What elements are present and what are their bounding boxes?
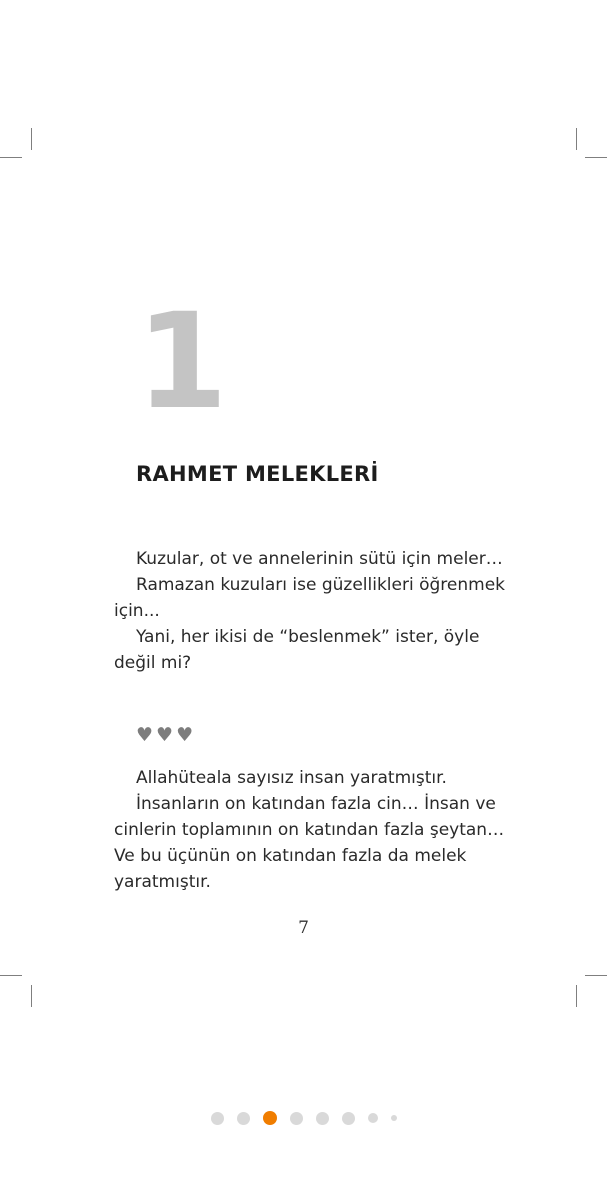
paragraph: İnsanların on katından fazla cin… İnsan ve cinlerin toplamının on katından fazla şeytan… Ve bu üçünün on katından fazla da melek yaratmıştır. [114, 794, 505, 892]
crop-mark-bottom-right-horizontal [585, 975, 607, 976]
page-dot[interactable] [391, 1115, 397, 1121]
page-dot[interactable] [342, 1112, 355, 1125]
page-dot[interactable] [368, 1113, 378, 1123]
page-dot[interactable] [290, 1112, 303, 1125]
page-dot[interactable] [316, 1112, 329, 1125]
crop-mark-bottom-right-vertical [576, 985, 577, 1007]
paragraph: Allahüteala sayısız insan yaratmıştır. [136, 768, 447, 788]
page-number: 7 [298, 918, 309, 938]
crop-mark-top-left-vertical [31, 128, 32, 150]
paragraph-block-1 [114, 546, 514, 676]
crop-mark-top-right-vertical [576, 128, 577, 150]
paragraph: Yani, her ikisi de “beslenmek” ister, öyle değil mi? [114, 627, 480, 673]
page-dot-active[interactable] [263, 1111, 277, 1125]
crop-mark-bottom-left-vertical [31, 985, 32, 1007]
chapter-title: RAHMET MELEKLERİ [136, 462, 379, 486]
page-dot[interactable] [211, 1112, 224, 1125]
paragraph: Ramazan kuzuları ise güzellikleri öğrenmek için... [114, 575, 506, 621]
page-indicator [0, 1111, 607, 1125]
chapter-number: 1 [136, 285, 226, 439]
page-dot[interactable] [237, 1112, 250, 1125]
crop-mark-top-left-horizontal [0, 157, 22, 158]
paragraph: Kuzular, ot ve annelerinin sütü için meler… [136, 549, 503, 569]
crop-mark-top-right-horizontal [585, 157, 607, 158]
crop-mark-bottom-left-horizontal [0, 975, 22, 976]
paragraph-block-2 [114, 765, 514, 895]
heart-separator-icon: ♥♥♥ [136, 724, 197, 746]
